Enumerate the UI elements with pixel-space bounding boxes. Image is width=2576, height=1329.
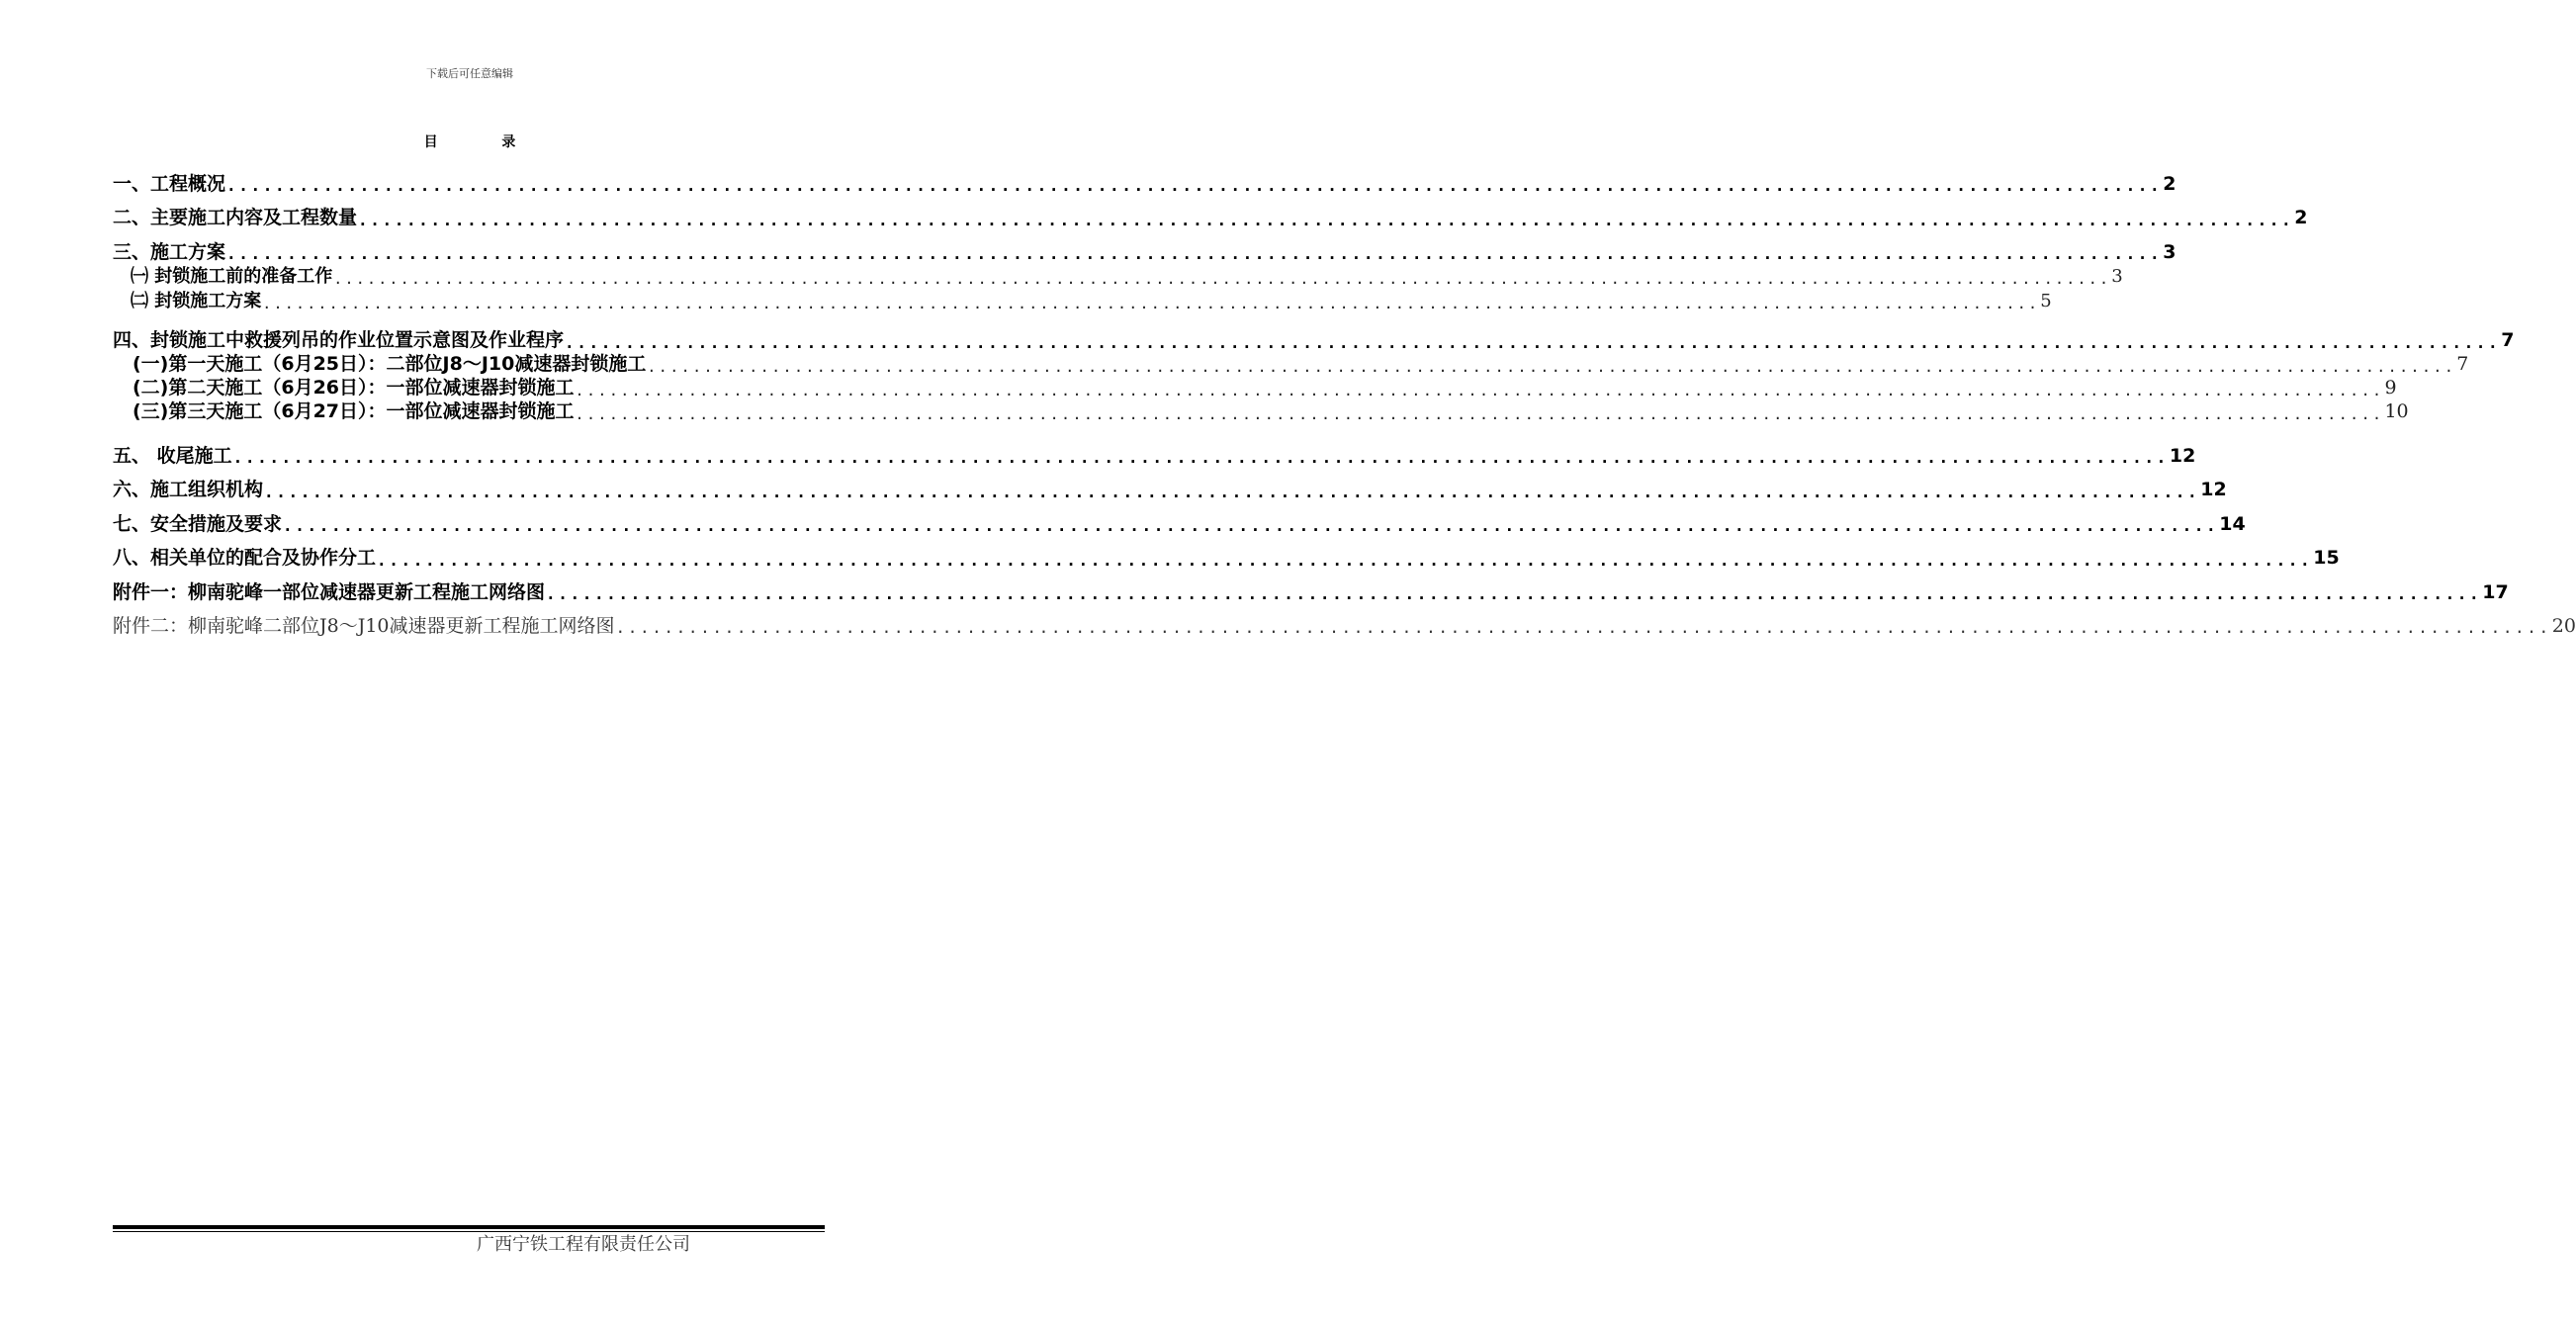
toc-leader-dots: ................................................................................................................................................................ [575, 382, 2384, 399]
toc-entry[interactable] [113, 161, 2176, 196]
toc-entry[interactable] [113, 433, 2196, 468]
toc-entry-label: ㈡ 封锁施工方案 [131, 290, 262, 311]
toc-entry-label: (二)第二天施工（6月26日）：一部位减速器封锁施工 [133, 377, 575, 399]
toc-entry[interactable] [113, 536, 2340, 571]
toc-entry-page: 17 [2482, 580, 2509, 603]
toc-entry-page: 20 [2551, 614, 2576, 637]
toc-entry-label: 附件一：柳南驼峰一部位减速器更新工程施工网络图 [113, 580, 546, 603]
toc-leader-dots: ................................................................................................................................................................ [333, 270, 2111, 288]
toc-entry-label: 八、相关单位的配合及协作分工 [113, 547, 377, 570]
toc-leader-dots: ................................................................................................................................................................ [565, 332, 2501, 352]
toc-entry-label: 五、 收尾施工 [113, 444, 232, 467]
toc-entry-label: 一、工程概况 [113, 172, 226, 195]
toc-subentry[interactable] [113, 376, 2397, 399]
toc-leader-dots: ................................................................................................................................................................ [226, 244, 2163, 264]
toc-entry-page: 5 [2040, 290, 2052, 311]
toc-entry-page: 12 [2200, 479, 2227, 501]
toc-entry[interactable] [113, 604, 2576, 638]
toc-entry-page: 7 [2501, 329, 2515, 352]
toc-entry[interactable] [113, 570, 2509, 604]
toc-entry-label: 三、施工方案 [113, 240, 226, 263]
toc-leader-dots: ................................................................................................................................................................ [262, 294, 2040, 312]
toc-entry-page: 7 [2456, 353, 2469, 376]
table-of-contents [113, 161, 2576, 638]
footer-company-name: 广西宁铁工程有限责任公司 [477, 1234, 690, 1255]
toc-entry-page: 14 [2219, 512, 2246, 535]
toc-leader-dots: ................................................................................................................................................................ [264, 482, 2200, 501]
toc-entry[interactable] [113, 468, 2227, 502]
header-note: 下载后可任意编辑 [426, 67, 513, 80]
toc-entry-page: 10 [2384, 400, 2409, 423]
toc-entry-label: (一)第一天施工（6月25日）：二部位J8～J10减速器封锁施工 [133, 353, 647, 376]
toc-leader-dots: ................................................................................................................................................................ [546, 584, 2482, 604]
toc-entry-page: 9 [2384, 377, 2397, 399]
toc-leader-dots: ................................................................................................................................................................ [283, 516, 2219, 536]
toc-entry-label: 七、安全措施及要求 [113, 512, 283, 535]
toc-entry[interactable] [113, 196, 2308, 230]
footer-rule [113, 1225, 825, 1229]
toc-title: 目 录 [423, 134, 546, 150]
toc-entry-page: 2 [2294, 207, 2308, 229]
toc-leader-dots: ................................................................................................................................................................ [615, 618, 2551, 638]
toc-leader-dots: ................................................................................................................................................................ [647, 358, 2456, 376]
toc-leader-dots: ................................................................................................................................................................ [226, 176, 2163, 196]
toc-entry-page: 12 [2169, 444, 2196, 467]
toc-entry-label: (三)第三天施工（6月27日）：一部位减速器封锁施工 [133, 400, 575, 423]
toc-entry-page: 3 [2163, 240, 2176, 263]
toc-entry[interactable] [113, 229, 2176, 264]
toc-leader-dots: ................................................................................................................................................................ [575, 405, 2384, 423]
toc-entry-label: 四、封锁施工中救援列吊的作业位置示意图及作业程序 [113, 329, 565, 352]
toc-entry-label: 二、主要施工内容及工程数量 [113, 207, 358, 229]
toc-subentry[interactable] [113, 264, 2123, 289]
toc-leader-dots: ................................................................................................................................................................ [358, 210, 2294, 229]
toc-entry-label: 附件二：柳南驼峰二部位J8～J10减速器更新工程施工网络图 [113, 614, 615, 637]
toc-entry-page: 2 [2163, 172, 2176, 195]
toc-entry-page: 15 [2313, 547, 2340, 570]
toc-subentry[interactable] [113, 288, 2052, 312]
toc-subentry[interactable] [113, 399, 2409, 423]
toc-entry-label: ㈠ 封锁施工前的准备工作 [131, 266, 333, 288]
toc-entry-page: 3 [2111, 266, 2123, 288]
toc-entry[interactable] [113, 501, 2246, 536]
toc-leader-dots: ................................................................................................................................................................ [377, 550, 2313, 570]
footer-rule-thin [113, 1231, 825, 1232]
toc-entry[interactable] [113, 318, 2515, 353]
toc-subentry[interactable] [113, 352, 2469, 376]
toc-entry-label: 六、施工组织机构 [113, 479, 264, 501]
toc-leader-dots: ................................................................................................................................................................ [232, 448, 2169, 468]
